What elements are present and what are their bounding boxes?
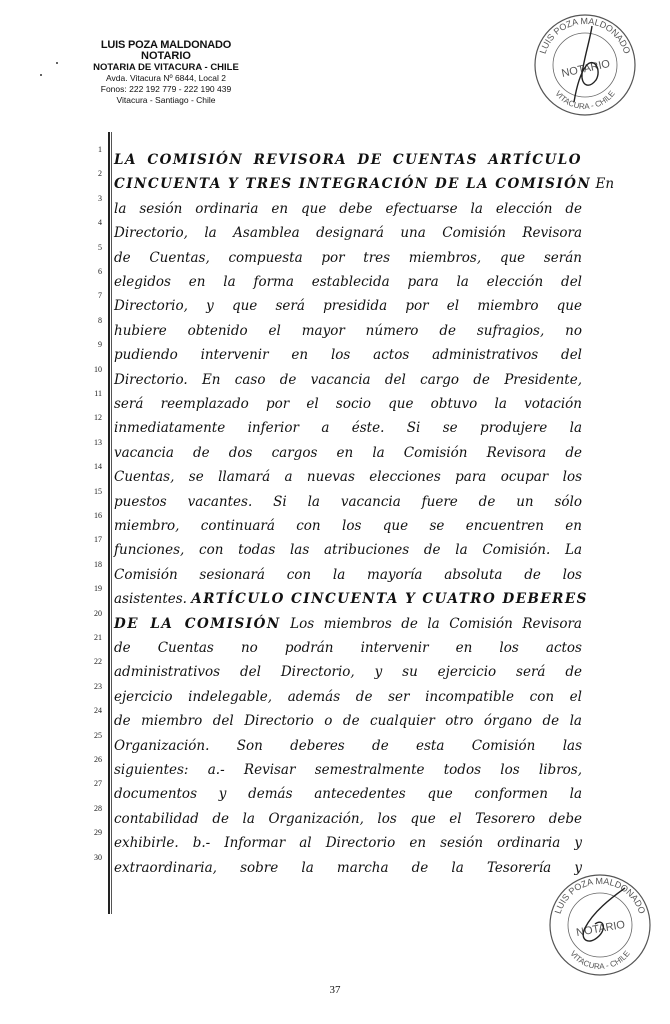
body-line [114, 172, 615, 196]
body-text: Comisión sesionará con la mayoría absoluta de los [114, 566, 582, 583]
body-text: ejercicio indelegable, además de ser incompatible con el [114, 688, 582, 705]
line-number: 1 [98, 145, 102, 154]
body-line [114, 441, 582, 465]
seal-center-text: NOTARIO [560, 57, 612, 80]
line-number: 22 [94, 657, 102, 667]
body-line [114, 392, 582, 416]
line-number: 21 [94, 633, 102, 642]
notary-title: NOTARIO [141, 50, 191, 62]
svg-text:LUIS POZA MALDONADO [538, 16, 633, 55]
body-line [114, 685, 582, 709]
line-number: 19 [94, 584, 102, 594]
body-text: Cuentas, se llamará a nuevas elecciones para ocupar los [114, 469, 582, 486]
line-number: 17 [94, 535, 102, 545]
body-text: miembro, continuará con los que se encuentren en [114, 518, 582, 534]
heading-text: CINCUENTA Y TRES INTEGRACIÓN DE LA COMISIÓN [114, 176, 592, 193]
svg-text:VITACURA - CHILE [568, 949, 631, 971]
notary-seal-bottom [545, 870, 655, 980]
line-number: 7 [98, 291, 102, 301]
body-line [114, 807, 582, 831]
body-line [114, 831, 582, 855]
body-line [114, 368, 582, 392]
notary-address: Avda. Vitacura Nº 6844, Local 2 [106, 73, 226, 83]
body-text: Los miembros de la Comisión Revisora [280, 615, 582, 632]
body-text: Directorio, y que será presidida por el miembro que [114, 298, 582, 315]
line-number: 11 [94, 389, 102, 398]
body-text: funciones, con todas las atribuciones de la Comisión. La [114, 542, 582, 559]
line-number: 9 [98, 340, 102, 350]
line-number: 23 [94, 681, 102, 691]
heading-text: DE LA COMISIÓN [114, 615, 281, 632]
body-line [114, 538, 582, 562]
line-number: 29 [94, 828, 102, 838]
body-text: exhibirle. b.- Informar al Directorio en sesión ordinaria y [114, 835, 582, 852]
body-text: vacancia de dos cargos en la Comisión Revisora de [114, 444, 582, 461]
body-line [114, 782, 582, 806]
body-text: hubiere obtenido el mayor número de sufragios, no [114, 322, 582, 339]
line-number: 25 [94, 730, 102, 740]
body-text: extraordinaria, sobre la marcha de la Tesorería y [114, 859, 582, 876]
body-line [114, 636, 582, 660]
notary-name: LUIS POZA MALDONADO [100, 39, 232, 51]
notary-seal-top [530, 10, 640, 120]
seal-ring-top-text: LUIS POZA MALDONADO [537, 15, 633, 56]
notary-phones: Fonos: 222 192 779 - 222 190 439 [100, 84, 232, 94]
body-line [114, 319, 582, 343]
body-text: de miembro del Directorio o de cualquier otro órgano de la [114, 713, 582, 730]
line-number: 28 [94, 803, 102, 813]
heading-text: ARTÍCULO CINCUENTA Y CUATRO DEBERES [191, 591, 588, 608]
notary-letterhead [68, 40, 264, 106]
body-text: asistentes. [114, 591, 192, 608]
line-number: 15 [94, 486, 102, 496]
seal-ring-bottom-text: VITACURA - CHILE [568, 949, 632, 972]
line-number: 10 [94, 364, 102, 374]
body-text: administrativos del Directorio, y su ejercicio será de [114, 664, 582, 681]
body-line [114, 465, 582, 489]
body-line [114, 270, 582, 294]
body-line [114, 856, 582, 880]
line-number: 16 [94, 511, 102, 520]
body-line [114, 148, 582, 172]
body-line [114, 563, 582, 587]
body-text: Directorio, la Asamblea designará una Comisión Revisora [114, 225, 582, 242]
body-text: elegidos en la forma establecida para la elección del [114, 274, 582, 290]
body-text: contabilidad de la Organización, los que el Tesorero debe [114, 810, 582, 827]
line-number: 26 [94, 755, 102, 764]
body-text: documentos y demás antecedentes que conformen la [114, 786, 582, 803]
body-text: de Cuentas, compuesta por tres miembros, que serán [114, 249, 582, 266]
seal-center-text: NOTARIO [575, 918, 627, 940]
line-number: 12 [94, 413, 102, 423]
body-text: la sesión ordinaria en que debe efectuarse la elección de [114, 200, 582, 217]
body-text: Organización. Son deberes de esta Comisión las [114, 737, 582, 754]
line-number: 14 [94, 462, 102, 472]
svg-text:VITACURA - CHILE [553, 89, 616, 111]
margin-rule [111, 132, 112, 914]
line-number: 20 [94, 608, 102, 618]
body-line [114, 246, 582, 270]
line-number: 24 [94, 706, 102, 716]
body-line [114, 660, 582, 684]
margin-rule [108, 132, 110, 914]
body-line [114, 416, 582, 440]
line-number: 30 [94, 852, 102, 862]
page-number: 37 [329, 984, 341, 996]
line-number: 2 [98, 169, 102, 179]
body-line [114, 197, 582, 221]
body-text: inmediatamente inferior a éste. Si se produjere la [114, 420, 582, 437]
notary-office: NOTARIA DE VITACURA - CHILE [93, 62, 239, 73]
seal-ring-bottom-text: VITACURA - CHILE [553, 89, 617, 112]
notary-city: Vitacura - Santiago - Chile [116, 95, 216, 105]
body-line [114, 709, 582, 733]
body-line [114, 294, 582, 318]
line-number: 18 [94, 559, 102, 569]
line-number: 6 [98, 267, 102, 276]
line-number: 4 [98, 218, 102, 228]
line-number: 27 [94, 779, 102, 789]
body-line [114, 343, 582, 367]
body-line [114, 490, 582, 514]
scan-speck [56, 62, 58, 64]
seal-ring-top-text: LUIS POZA MALDONADO [552, 875, 648, 916]
body-line [114, 758, 582, 782]
line-number: 5 [98, 242, 102, 252]
body-text: Directorio. En caso de vacancia del cargo de Presidente, [114, 371, 582, 388]
line-number: 8 [98, 315, 102, 325]
body-text: de Cuentas no podrán intervenir en los actos [114, 640, 582, 656]
body-line [114, 221, 582, 245]
body-text: En [591, 176, 615, 193]
heading-text: LA COMISIÓN REVISORA DE CUENTAS ARTÍCULO [114, 152, 582, 168]
body-line [114, 514, 582, 538]
line-number: 3 [98, 193, 102, 203]
scan-speck [40, 74, 42, 76]
body-text: pudiendo intervenir en los actos administrativos del [114, 347, 582, 364]
line-number: 13 [94, 437, 102, 447]
body-text: siguientes: a.- Revisar semestralmente todos los libros, [114, 762, 582, 778]
body-text: será reemplazado por el socio que obtuvo la votación [114, 396, 582, 412]
body-text: puestos vacantes. Si la vacancia fuere de un sólo [114, 493, 582, 510]
body-line [114, 612, 582, 636]
body-line [114, 587, 588, 611]
body-line [114, 734, 582, 758]
